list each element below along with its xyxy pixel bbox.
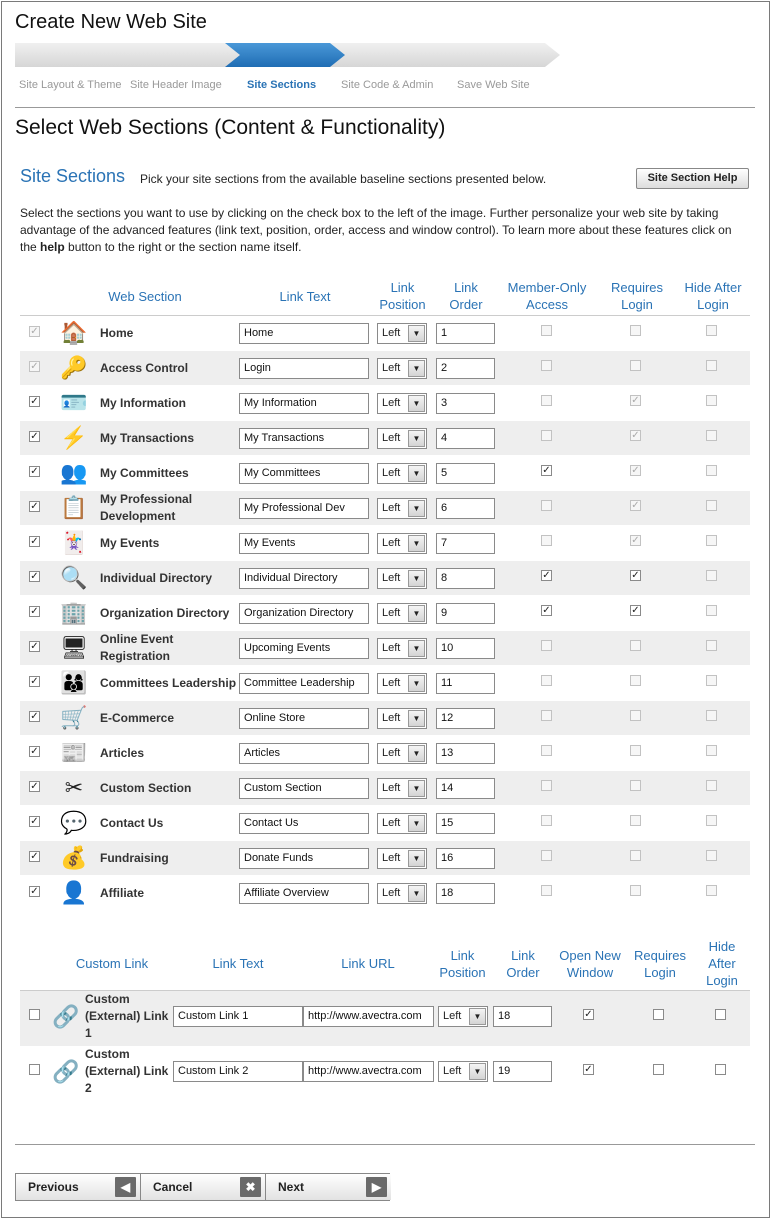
committee-icon: 👥 xyxy=(60,460,88,485)
link-position-value: Left xyxy=(382,537,401,549)
chevron-down-icon: ▼ xyxy=(408,780,425,797)
instructions xyxy=(20,205,750,256)
section-name-link[interactable]: Organization Directory xyxy=(100,606,230,620)
link-order-input[interactable]: 15 xyxy=(436,813,495,834)
header-link-url: Link URL xyxy=(341,956,395,971)
section-name-link[interactable]: Contact Us xyxy=(100,816,164,830)
member-only-checkbox xyxy=(541,360,552,371)
section-name-link[interactable]: Custom Section xyxy=(100,781,192,795)
section-select-checkbox[interactable]: ✓ xyxy=(30,886,39,897)
cancel-label: Cancel xyxy=(153,1180,193,1194)
member-only-checkbox xyxy=(541,710,552,721)
link-position-select[interactable] xyxy=(377,883,427,904)
table-row xyxy=(20,736,750,770)
link-position-select[interactable] xyxy=(377,463,427,484)
link-order-input[interactable]: 8 xyxy=(436,568,495,589)
member-only-checkbox xyxy=(541,430,552,441)
link-text-input[interactable]: Login xyxy=(239,358,369,379)
requires-login-checkbox xyxy=(630,850,641,861)
link-position-value: Left xyxy=(382,397,401,409)
custom-requires-login-checkbox[interactable] xyxy=(653,1009,664,1020)
wizard-segment-5 xyxy=(435,43,560,67)
link-position-select[interactable] xyxy=(377,568,427,589)
link-order-input[interactable]: 16 xyxy=(436,848,495,869)
link-position-value: Left xyxy=(382,782,401,794)
table-row xyxy=(20,596,750,630)
next-button[interactable] xyxy=(266,1174,391,1200)
table-row xyxy=(20,771,750,805)
chevron-down-icon: ▼ xyxy=(408,395,425,412)
link-position-select[interactable] xyxy=(377,428,427,449)
link-order-input[interactable]: 4 xyxy=(436,428,495,449)
link-text-input[interactable]: Organization Directory xyxy=(239,603,369,624)
table-row xyxy=(20,841,750,875)
section-select-checkbox: ✓ xyxy=(30,326,39,337)
site-sections-title: Site Sections xyxy=(20,166,126,186)
member-only-checkbox xyxy=(541,500,552,511)
cancel-button[interactable] xyxy=(141,1174,266,1200)
link-text-input[interactable]: Individual Directory xyxy=(239,568,369,589)
link-text-input[interactable]: Contact Us xyxy=(239,813,369,834)
header-web-section: Web Section xyxy=(108,289,182,304)
requires-login-checkbox xyxy=(630,360,641,371)
section-select-checkbox[interactable]: ✓ xyxy=(30,641,39,652)
chevron-down-icon: ▼ xyxy=(408,745,425,762)
section-name-link[interactable]: Articles xyxy=(100,746,145,760)
section-name-link[interactable]: Online Event Registration xyxy=(100,632,174,663)
cards-icon: 🃏 xyxy=(60,530,88,555)
open-new-window-checkbox[interactable]: ✓ xyxy=(584,1009,593,1020)
header-custom-link-order: Link Order xyxy=(506,948,540,980)
table-row xyxy=(20,491,750,525)
hide-after-login-checkbox xyxy=(706,360,717,371)
hide-after-login-checkbox xyxy=(706,710,717,721)
section-name-link[interactable]: Individual Directory xyxy=(100,571,213,585)
link-order-input[interactable]: 12 xyxy=(436,708,495,729)
link-order-input[interactable]: 3 xyxy=(436,393,495,414)
instructions-help-word: help xyxy=(40,240,65,254)
hide-after-login-checkbox xyxy=(706,430,717,441)
link-position-select[interactable] xyxy=(377,603,427,624)
member-only-checkbox[interactable]: ✓ xyxy=(542,570,551,581)
page-title: Create New Web Site xyxy=(15,11,207,33)
section-name-link[interactable]: Affiliate xyxy=(100,886,145,900)
custom-link-row xyxy=(20,1046,750,1101)
link-position-select[interactable] xyxy=(377,673,427,694)
member-only-checkbox[interactable]: ✓ xyxy=(542,465,551,476)
link-position-value: Left xyxy=(382,852,401,864)
section-select-checkbox[interactable]: ✓ xyxy=(30,746,39,757)
wizard-step-save[interactable]: Save Web Site xyxy=(457,79,530,91)
section-select-checkbox[interactable]: ✓ xyxy=(30,466,39,477)
requires-login-checkbox xyxy=(630,675,641,686)
link-position-value: Left xyxy=(382,327,401,339)
link-position-select[interactable] xyxy=(377,848,427,869)
custom-requires-login-checkbox[interactable] xyxy=(653,1064,664,1075)
custom-link-position-value: Left xyxy=(443,1065,462,1077)
hide-after-login-checkbox xyxy=(706,570,717,581)
chevron-down-icon: ▼ xyxy=(408,535,425,552)
link-text-input[interactable]: Custom Section xyxy=(239,778,369,799)
previous-button[interactable] xyxy=(16,1174,141,1200)
link-text-input[interactable]: Upcoming Events xyxy=(239,638,369,659)
table-row xyxy=(20,806,750,840)
link-order-input[interactable]: 11 xyxy=(436,673,495,694)
hide-after-login-checkbox xyxy=(706,465,717,476)
chevron-down-icon: ▼ xyxy=(408,710,425,727)
wizard-segment-2 xyxy=(120,43,245,67)
link-position-select[interactable] xyxy=(377,778,427,799)
link-position-value: Left xyxy=(382,362,401,374)
section-name-link[interactable]: Fundraising xyxy=(100,851,169,865)
wizard-nav xyxy=(15,1173,390,1201)
link-position-select[interactable] xyxy=(377,393,427,414)
link-text-input[interactable]: Online Store xyxy=(239,708,369,729)
instructions-text-end: button to the right or the section name itself. xyxy=(64,240,302,254)
link-order-input[interactable]: 10 xyxy=(436,638,495,659)
link-position-value: Left xyxy=(382,572,401,584)
requires-login-checkbox[interactable]: ✓ xyxy=(631,605,640,616)
header-custom-link: Custom Link xyxy=(75,956,149,971)
chevron-down-icon: ▼ xyxy=(469,1008,486,1025)
table-row xyxy=(20,701,750,735)
header-link-order: Link Order xyxy=(449,280,483,312)
link-position-select[interactable] xyxy=(377,323,427,344)
requires-login-checkbox xyxy=(630,745,641,756)
wizard-step-header-image[interactable]: Site Header Image xyxy=(130,79,222,91)
requires-login-checkbox: ✓ xyxy=(631,430,640,441)
member-only-checkbox xyxy=(541,675,552,686)
section-name-link[interactable]: My Transactions xyxy=(100,431,195,445)
header-custom-hide-after-login: Hide After Login xyxy=(706,939,738,988)
requires-login-checkbox xyxy=(630,640,641,651)
header-custom-requires-login: Requires Login xyxy=(633,948,687,980)
link-text-input[interactable]: Home xyxy=(239,323,369,344)
hide-after-login-checkbox xyxy=(706,885,717,896)
id-card-icon: 🪪 xyxy=(60,390,88,415)
link-text-input[interactable]: My Transactions xyxy=(239,428,369,449)
custom-link-text-input[interactable]: Custom Link 2 xyxy=(173,1061,303,1082)
chevron-down-icon: ▼ xyxy=(408,570,425,587)
custom-link-order-input[interactable]: 19 xyxy=(493,1061,552,1082)
transactions-icon: ⚡ xyxy=(60,425,88,450)
arrow-left-icon: ◀ xyxy=(115,1177,136,1197)
next-label: Next xyxy=(278,1180,305,1194)
link-position-select[interactable] xyxy=(377,638,427,659)
member-only-checkbox xyxy=(541,745,552,756)
link-order-input[interactable]: 2 xyxy=(436,358,495,379)
custom-link-order-input[interactable]: 18 xyxy=(493,1006,552,1027)
section-name-link[interactable]: My Events xyxy=(100,536,160,550)
link-text-input[interactable]: Affiliate Overview xyxy=(239,883,369,904)
cart-icon: 🛒 xyxy=(60,705,88,730)
custom-link-name-line1: Custom xyxy=(85,992,130,1006)
custom-link-text-input[interactable]: Custom Link 1 xyxy=(173,1006,303,1027)
custom-hide-after-login-checkbox[interactable] xyxy=(715,1064,726,1075)
link-position-value: Left xyxy=(382,502,401,514)
custom-link-name-line2: (External) Link xyxy=(85,1009,169,1023)
custom-link-name[interactable] xyxy=(85,1046,175,1097)
requires-login-checkbox xyxy=(630,815,641,826)
requires-login-checkbox: ✓ xyxy=(631,500,640,511)
custom-link-position-select[interactable] xyxy=(438,1061,488,1082)
section-select-checkbox[interactable]: ✓ xyxy=(30,676,39,687)
link-position-value: Left xyxy=(382,712,401,724)
newspaper-icon: 📰 xyxy=(60,740,88,765)
chevron-down-icon: ▼ xyxy=(408,605,425,622)
custom-hide-after-login-checkbox[interactable] xyxy=(715,1009,726,1020)
member-only-checkbox xyxy=(541,850,552,861)
link-url-input[interactable]: http://www.avectra.com xyxy=(303,1006,434,1027)
custom-link-name[interactable] xyxy=(85,991,175,1042)
link-text-input[interactable]: My Professional Dev xyxy=(239,498,369,519)
member-only-checkbox xyxy=(541,325,552,336)
building-search-icon: 🏢 xyxy=(60,600,88,625)
section-name-link[interactable]: Home xyxy=(100,326,134,340)
link-order-input[interactable]: 9 xyxy=(436,603,495,624)
link-position-select[interactable] xyxy=(377,743,427,764)
clipboard-icon: 📋 xyxy=(60,495,88,520)
previous-label: Previous xyxy=(28,1180,79,1194)
member-only-checkbox xyxy=(541,885,552,896)
chain-link-icon: 🔗 xyxy=(52,1059,80,1084)
wizard-step-code-admin[interactable]: Site Code & Admin xyxy=(341,79,434,91)
link-order-input[interactable]: 13 xyxy=(436,743,495,764)
link-position-value: Left xyxy=(382,817,401,829)
hide-after-login-checkbox xyxy=(706,850,717,861)
chevron-down-icon: ▼ xyxy=(408,500,425,517)
chevron-down-icon: ▼ xyxy=(408,325,425,342)
site-sections-subtitle: Pick your site sections from the available baseline sections presented below. xyxy=(140,172,547,186)
section-select-checkbox[interactable]: ✓ xyxy=(30,571,39,582)
custom-link-position-select[interactable] xyxy=(438,1006,488,1027)
link-url-input[interactable]: http://www.avectra.com xyxy=(303,1061,434,1082)
section-select-checkbox: ✓ xyxy=(30,361,39,372)
section-select-checkbox[interactable]: ✓ xyxy=(30,501,39,512)
hide-after-login-checkbox xyxy=(706,325,717,336)
section-heading: Select Web Sections (Content & Functionality) xyxy=(15,116,446,139)
requires-login-checkbox xyxy=(630,780,641,791)
table-row xyxy=(20,526,750,560)
chat-icon: 💬 xyxy=(60,810,88,835)
link-text-input[interactable]: My Committees xyxy=(239,463,369,484)
section-select-checkbox[interactable]: ✓ xyxy=(30,781,39,792)
link-text-input[interactable]: Committee Leadership xyxy=(239,673,369,694)
requires-login-checkbox: ✓ xyxy=(631,535,640,546)
hide-after-login-checkbox xyxy=(706,395,717,406)
link-position-select[interactable] xyxy=(377,358,427,379)
section-select-checkbox[interactable]: ✓ xyxy=(30,396,39,407)
section-name-link[interactable]: Access Control xyxy=(100,361,189,375)
header-open-new-window: Open New Window xyxy=(559,948,621,980)
table-row xyxy=(20,316,750,350)
link-text-input[interactable]: Donate Funds xyxy=(239,848,369,869)
section-select-checkbox[interactable]: ✓ xyxy=(30,711,39,722)
link-position-value: Left xyxy=(382,747,401,759)
member-only-checkbox xyxy=(541,640,552,651)
header-link-position: Link Position xyxy=(379,280,426,312)
link-position-select[interactable] xyxy=(377,498,427,519)
site-section-help-button[interactable]: Site Section Help xyxy=(636,168,749,189)
section-select-checkbox[interactable]: ✓ xyxy=(30,431,39,442)
header-custom-link-position: Link Position xyxy=(439,948,486,980)
requires-login-checkbox: ✓ xyxy=(631,395,640,406)
link-position-select[interactable] xyxy=(377,813,427,834)
member-only-checkbox xyxy=(541,815,552,826)
requires-login-checkbox: ✓ xyxy=(631,465,640,476)
custom-link-select-checkbox[interactable] xyxy=(29,1009,40,1020)
link-position-select[interactable] xyxy=(377,533,427,554)
member-only-checkbox xyxy=(541,780,552,791)
hide-after-login-checkbox xyxy=(706,745,717,756)
link-order-input[interactable]: 7 xyxy=(436,533,495,554)
link-position-value: Left xyxy=(382,677,401,689)
wizard-segment-1 xyxy=(15,43,140,67)
custom-link-name-line3: 2 xyxy=(85,1081,92,1095)
table-row xyxy=(20,666,750,700)
chevron-down-icon: ▼ xyxy=(408,430,425,447)
instructions-text: Select the sections you want to use by clicking on the check box to the left of the image. Further personalize your web site by taking advantage of the advanced features (link text, position, order, access and window control). To learn more about these features click on the xyxy=(20,206,732,254)
custom-link-name-line1: Custom xyxy=(85,1047,130,1061)
wizard-segment-3 xyxy=(225,43,350,67)
chain-link-icon: 🔗 xyxy=(52,1004,80,1029)
section-name-link[interactable]: Committees Leadership xyxy=(100,676,237,690)
table-row xyxy=(20,421,750,455)
chevron-down-icon: ▼ xyxy=(408,360,425,377)
chevron-down-icon: ▼ xyxy=(408,465,425,482)
chevron-down-icon: ▼ xyxy=(469,1063,486,1080)
table-row xyxy=(20,876,750,910)
hide-after-login-checkbox xyxy=(706,535,717,546)
table-row xyxy=(20,631,750,665)
custom-link-row xyxy=(20,991,750,1046)
hide-after-login-checkbox xyxy=(706,605,717,616)
wizard-step-sections[interactable]: Site Sections xyxy=(247,79,317,91)
link-order-input[interactable]: 6 xyxy=(436,498,495,519)
requires-login-checkbox[interactable]: ✓ xyxy=(631,570,640,581)
table-row xyxy=(20,456,750,490)
hide-after-login-checkbox xyxy=(706,500,717,511)
link-position-value: Left xyxy=(382,467,401,479)
arrow-right-icon: ▶ xyxy=(366,1177,387,1197)
hide-after-login-checkbox xyxy=(706,815,717,826)
hide-after-login-checkbox xyxy=(706,640,717,651)
person-search-icon: 🔍 xyxy=(60,565,88,590)
custom-link-name-line3: 1 xyxy=(85,1026,92,1040)
section-name-link[interactable]: E-Commerce xyxy=(100,711,175,725)
link-position-value: Left xyxy=(382,432,401,444)
table-row xyxy=(20,561,750,595)
link-position-value: Left xyxy=(382,887,401,899)
link-position-select[interactable] xyxy=(377,708,427,729)
open-new-window-checkbox[interactable]: ✓ xyxy=(584,1064,593,1075)
chevron-down-icon: ▼ xyxy=(408,675,425,692)
member-only-checkbox xyxy=(541,395,552,406)
registration-icon: 🖥 xyxy=(60,635,88,660)
section-name-link[interactable]: My Information xyxy=(100,396,186,410)
section-name-link[interactable]: My Professional Development xyxy=(100,492,193,523)
header-link-text: Link Text xyxy=(279,289,331,304)
member-only-checkbox[interactable]: ✓ xyxy=(542,605,551,616)
link-text-input[interactable]: My Events xyxy=(239,533,369,554)
link-text-input[interactable]: My Information xyxy=(239,393,369,414)
wizard-segment-4 xyxy=(330,43,455,67)
coins-icon: 💰 xyxy=(60,845,88,870)
section-select-checkbox[interactable]: ✓ xyxy=(30,816,39,827)
custom-link-select-checkbox[interactable] xyxy=(29,1064,40,1075)
divider xyxy=(15,107,755,108)
link-text-input[interactable]: Articles xyxy=(239,743,369,764)
hide-after-login-checkbox xyxy=(706,780,717,791)
table-row xyxy=(20,386,750,420)
chevron-down-icon: ▼ xyxy=(408,850,425,867)
custom-link-position-value: Left xyxy=(443,1010,462,1022)
section-name-link[interactable]: My Committees xyxy=(100,466,189,480)
requires-login-checkbox xyxy=(630,710,641,721)
link-order-input[interactable]: 14 xyxy=(436,778,495,799)
chevron-down-icon: ▼ xyxy=(408,885,425,902)
header-requires-login: Requires Login xyxy=(610,280,664,312)
section-select-checkbox[interactable]: ✓ xyxy=(30,606,39,617)
affiliate-icon: 👤 xyxy=(60,880,88,905)
requires-login-checkbox xyxy=(630,325,641,336)
link-order-input[interactable]: 5 xyxy=(436,463,495,484)
link-order-input[interactable]: 1 xyxy=(436,323,495,344)
hide-after-login-checkbox xyxy=(706,675,717,686)
chevron-down-icon: ▼ xyxy=(408,640,425,657)
section-select-checkbox[interactable]: ✓ xyxy=(30,536,39,547)
member-only-checkbox xyxy=(541,535,552,546)
group-icon: 👨‍👩‍👦 xyxy=(60,670,88,695)
link-order-input[interactable]: 18 xyxy=(436,883,495,904)
house-icon: 🏠 xyxy=(60,320,88,345)
close-icon: ✖ xyxy=(240,1177,261,1197)
link-position-value: Left xyxy=(382,642,401,654)
chevron-down-icon: ▼ xyxy=(408,815,425,832)
requires-login-checkbox xyxy=(630,885,641,896)
section-select-checkbox[interactable]: ✓ xyxy=(30,851,39,862)
scissors-icon: ✂ xyxy=(64,775,84,800)
header-hide-after-login: Hide After Login xyxy=(684,280,742,312)
custom-link-name-line2: (External) Link xyxy=(85,1064,169,1078)
wizard-progress xyxy=(15,43,555,67)
wizard-step-layout[interactable]: Site Layout & Theme xyxy=(19,79,122,91)
header-member-only: Member-Only Access xyxy=(507,280,587,312)
table-row xyxy=(20,351,750,385)
header-custom-link-text: Link Text xyxy=(212,956,264,971)
footer-divider xyxy=(15,1144,755,1145)
key-icon: 🔑 xyxy=(60,355,88,380)
link-position-value: Left xyxy=(382,607,401,619)
